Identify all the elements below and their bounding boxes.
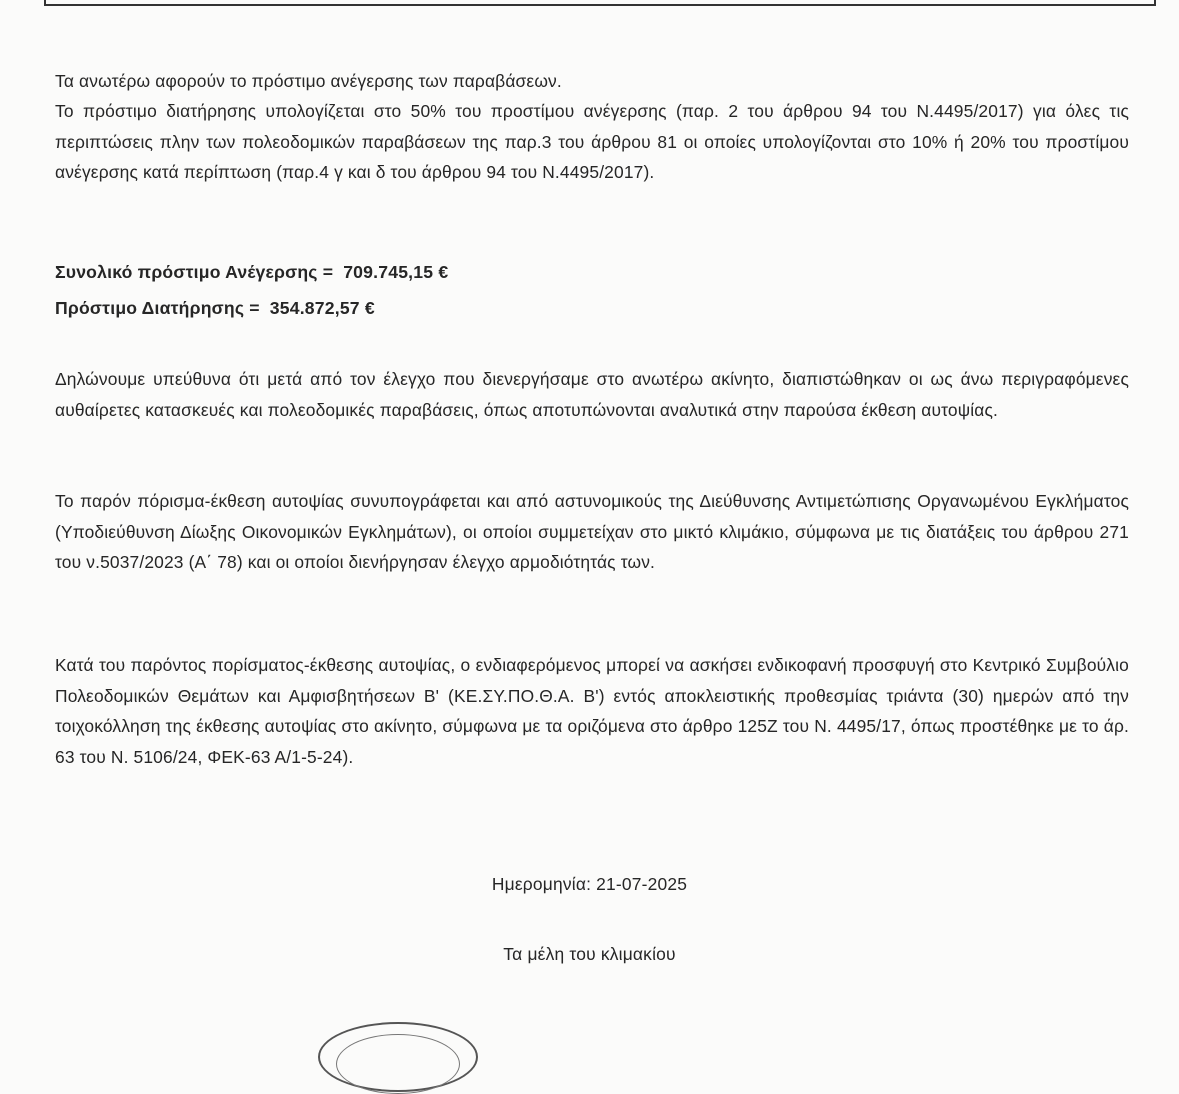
- retention-fine-line: [55, 298, 375, 319]
- committee-members-line: Τα μέλη του κλιμακίου: [503, 944, 676, 964]
- paragraph-erection-fine-note: Τα ανωτέρω αφορούν το πρόστιμο ανέγερσης των παραβάσεων.: [55, 71, 562, 91]
- total-erection-fine-value: 709.745,15 €: [343, 262, 449, 282]
- paragraph-responsible-declaration: Δηλώνουμε υπεύθυνα ότι μετά από τον έλεγχο που διενεργήσαμε στο ανωτέρω ακίνητο, διαπιστώθηκαν οι ως άνω περιγραφόμενες αυθαίρετες κατασκευές και πολεοδομικές παραβάσεις, όπως αποτυπώνονται αναλυτικά στην παρούσα έκθεση αυτοψίας.: [55, 369, 1129, 420]
- table-border-fragment: [44, 0, 1156, 6]
- total-erection-fine-label: Συνολικό πρόστιμο Ανέγερσης =: [55, 262, 334, 282]
- date-line: Ημερομηνία: 21-07-2025: [491, 874, 688, 894]
- paragraph-police-cosigners: Το παρόν πόρισμα-έκθεση αυτοψίας συνυπογράφεται και από αστυνομικούς της Διεύθυνσης Αντιμετώπισης Οργανωμένου Εγκλήματος (Υποδιεύθυνση Δίωξης Οικονομικών Εγκλημάτων), οι οποίοι συμμετείχαν στο μικτό κλιμάκιο, σύμφωνα με τις διατάξεις του άρθρου 271 του ν.5037/2023 (Α΄ 78) και οι οποίοι διενήργησαν έλεγχο αρμοδιότητάς των.: [55, 491, 1129, 572]
- total-erection-fine-line: [55, 262, 448, 283]
- retention-fine-label: Πρόστιμο Διατήρησης =: [55, 298, 260, 318]
- paragraph-retention-fine-calculation: Το πρόστιμο διατήρησης υπολογίζεται στο 50% του προστίμου ανέγερσης (παρ. 2 του άρθρου 94 του Ν.4495/2017) για όλες τις περιπτώσεις πλην των πολεοδομικών παραβάσεων της παρ.3 του άρθρου 81 οι οποίες υπολογίζονται στο 10% ή 20% του προστίμου ανέγερσης κατά περίπτωση (παρ.4 γ και δ του άρθρου 94 του Ν.4495/2017).: [55, 101, 1129, 182]
- retention-fine-value: 354.872,57 €: [269, 298, 375, 318]
- official-stamp-inner-ring: [336, 1034, 460, 1094]
- paragraph-appeal-rights: Κατά του παρόντος πορίσματος-έκθεσης αυτοψίας, ο ενδιαφερόμενος μπορεί να ασκήσει ενδικοφανή προσφυγή στο Κεντρικό Συμβούλιο Πολεοδομικών Θεμάτων και Αμφισβητήσεων Β' (ΚΕ.ΣΥ.ΠΟ.Θ.Α. Β') εντός αποκλειστικής προθεσμίας τριάντα (30) ημερών από την τοιχοκόλληση της έκθεσης αυτοψίας στο ακίνητο, σύμφωνα με τα οριζόμενα στο άρθρο 125Ζ του Ν. 4495/17, όπως προστέθηκε με το άρ. 63 του Ν. 5106/24, ΦΕΚ-63 Α/1-5-24).: [55, 655, 1129, 767]
